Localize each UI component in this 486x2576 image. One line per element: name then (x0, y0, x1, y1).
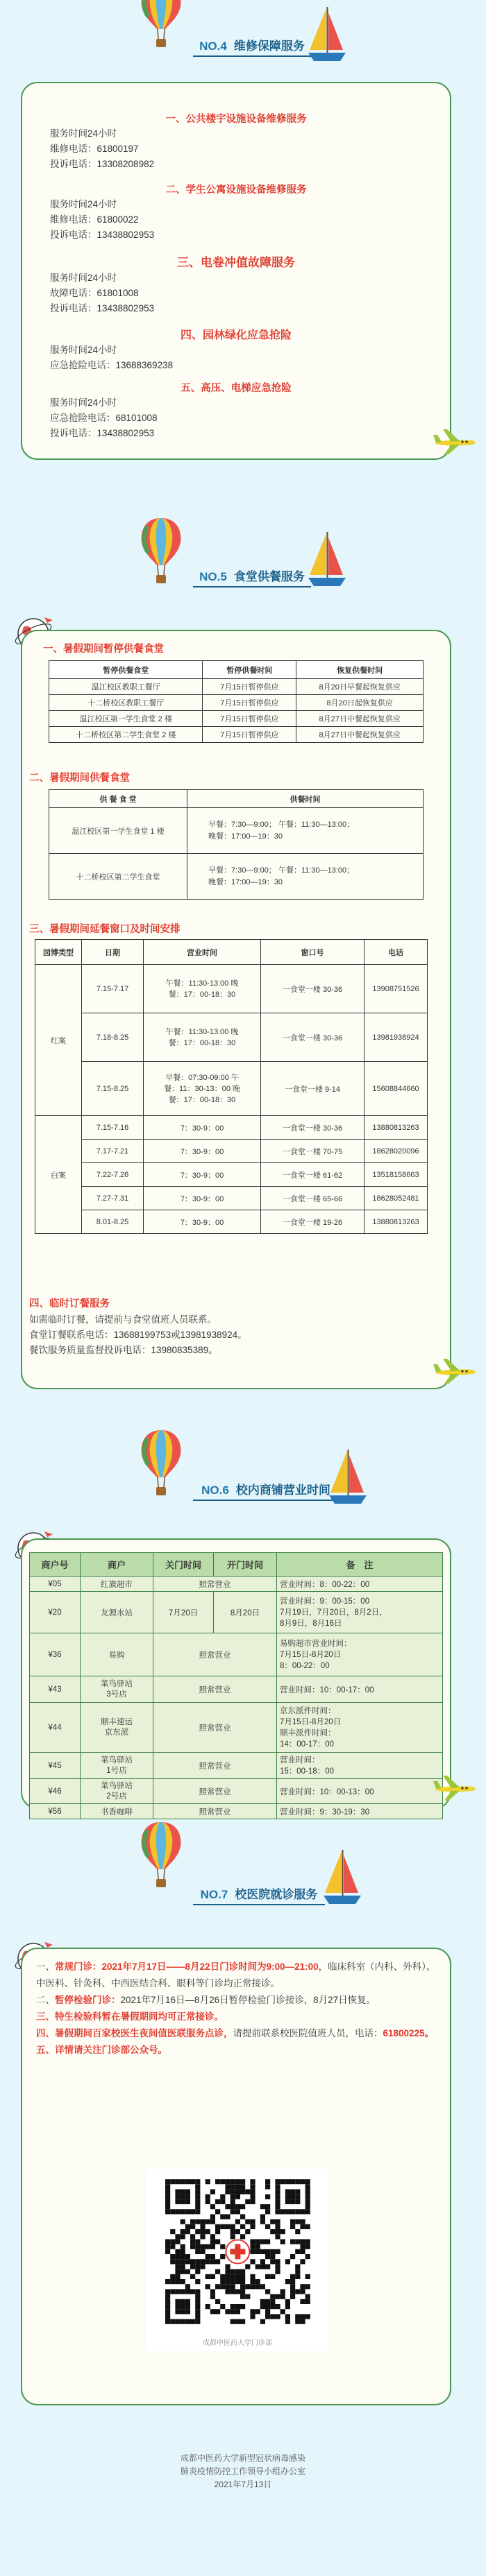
section-4-title: NO.4 维修保障服务 (186, 36, 318, 53)
table-row: 十二桥校区第二学生食堂 2 楼 7月15日暂停供应 8月27日中餐起恢复供应 (49, 727, 424, 743)
table-row: 7.27-7.31 7：30-9：00 一食堂一楼 65-66 18628052481 (35, 1187, 428, 1210)
table-header: 营业时间 (144, 940, 261, 965)
qr-code[interactable] (146, 2170, 329, 2351)
table-row: 红案 7.15-7.17 午餐：11:30-13:00 晚 餐：17：00-18：30 一食堂一楼 30-36 13908751526 (35, 965, 428, 1013)
maint-heading-1: 一、公共楼宇设施设备维修服务 (165, 114, 307, 125)
maint-block-4: 服务时间24小时 应急抢险电话：13688369238 (50, 345, 174, 370)
sailboat-icon (305, 531, 347, 593)
canteen-card (21, 630, 451, 1389)
table-row: 温江校区第一学生食堂 1 楼 早餐：7:30—9:00； 午餐：11:30—13:00； 晚餐：17:00—19：30 (49, 808, 424, 854)
maintenance-card (21, 82, 451, 460)
maint-block-1: 服务时间24小时 维修电话：61800197 投诉电话：13308208982 (50, 128, 155, 169)
section-7-header (0, 1821, 486, 1911)
table-row: ¥20 友源水站 7月20日 8月20日 营业时间：9：00-15：00 7月19日，7月20日，8月2日， 8月9日，8月16日 (30, 1592, 443, 1633)
section-7-title: NO.7 校医院就诊服务 (186, 1884, 332, 1902)
clinic-item-1: 一、常规门诊：2021年7月17日——8月22日门诊时间为9:00—21:00，临床科室（内科、外科）、中医科、针灸科、中西医结合科、眼科等门诊均正常接诊。 (36, 1961, 436, 1989)
shop-hours-table (29, 1552, 443, 1819)
table-row: 7.15-8.25 早餐：07:30-09:00 午 餐：11：30-13：00 晚 餐：17：00-18：30 一食堂一楼 9-14 15608844660 (35, 1062, 428, 1116)
maint-heading-4: 四、园林绿化应急抢险 (180, 329, 292, 341)
maint-heading-2: 二、学生公寓设施设备维修服务 (165, 184, 307, 196)
table-row: 7.17-7.21 7：30-9：00 一食堂一楼 70-75 18628020096 (35, 1140, 428, 1163)
footer: 成都中医药大学新型冠状病毒感染 肺炎疫情防控工作领导小组办公室 2021年7月13日 (180, 2453, 305, 2489)
table-row: 白案 7.15-7.16 7：30-9：00 一食堂一楼 30-36 13880813263 (35, 1116, 428, 1140)
extended-window-table (35, 939, 428, 1234)
table-header: 电话 (364, 940, 428, 965)
maint-block-3: 服务时间24小时 故障电话：61801008 投诉电话：13438802953 (50, 273, 155, 314)
table-row: ¥44 顺丰速运 京东派 照常营业 京东派件时间： 7月15日-8月20日 顺丰派件时间： 14：00-17：00 (30, 1703, 443, 1753)
clinic-item-5: 五、详情请关注门诊部公众号。 (36, 2045, 167, 2055)
section-6-header (0, 1429, 486, 1519)
maint-block-5: 服务时间24小时 应急抢险电话：68101008 投诉电话：13438802953 (50, 397, 158, 438)
maint-block-2: 服务时间24小时 维修电话：61800022 投诉电话：13438802953 (50, 199, 155, 240)
table-header: 备 注 (277, 1553, 443, 1577)
airplane-icon (432, 1773, 478, 1803)
maint-heading-5: 五、高压、电梯应急抢险 (181, 383, 292, 394)
sailboat-icon (305, 6, 347, 68)
table-header: 窗口号 (261, 940, 364, 965)
table-row: 十二桥校区教职工餐厅 7月15日暂停供应 8月20日起恢复供应 (49, 695, 424, 711)
open-canteen-table (49, 789, 424, 900)
clinic-item-2: 二、暂停检验门诊：2021年7月16日—8月26日暂停检验门诊接诊，8月27日恢复。 (36, 1995, 376, 2005)
canteen-part1-heading: 一、暑假期间暂停供餐食堂 (43, 644, 164, 655)
sailboat-icon (321, 1848, 362, 1911)
table-row: ¥56 书香咖啡 照常营业 营业时间：9：30-19：30 (30, 1804, 443, 1819)
table-row: ¥05 红旗超市 照常营业 营业时间：8：00-22：00 (30, 1577, 443, 1592)
canteen-part4-heading: 四、临时订餐服务 (29, 1298, 110, 1310)
table-row: 8.01-8.25 7：30-9：00 一食堂一楼 19-26 13880813263 (35, 1210, 428, 1234)
section-6-title: NO.6 校内商铺营业时间 (186, 1480, 346, 1497)
table-header: 关门时间 (153, 1553, 214, 1577)
table-header: 日期 (82, 940, 144, 965)
table-header: 开门时间 (214, 1553, 277, 1577)
shop-card (21, 1538, 451, 1817)
table-header: 供 餐 食 堂 (49, 790, 187, 808)
table-row: 温江校区教职工餐厅 7月15日暂停供应 8月20日早餐起恢复供应 (49, 679, 424, 695)
table-row: ¥46 菜鸟驿站 2号店 照常营业 营业时间：10：00-13：00 (30, 1779, 443, 1804)
canteen-part2-heading: 二、暑假期间供餐食堂 (29, 773, 130, 784)
table-header: 商户号 (30, 1553, 81, 1577)
table-row: 7.22-7.26 7：30-9：00 一食堂一楼 61-62 13518158663 (35, 1163, 428, 1187)
hot-air-balloon-icon (139, 1429, 183, 1498)
temporary-order-text: 如需临时订餐，请提前与食堂值班人员联系。 食堂订餐联系电话：13688199753或13981938924。 餐饮服务质量监督投诉电话：13980835389。 (29, 1314, 247, 1355)
table-header: 暂停供餐食堂 (49, 661, 203, 679)
maint-heading-3: 三、电卷冲值故障服务 (177, 256, 295, 269)
table-row: ¥43 菜鸟驿站 3号店 照常营业 营业时间：10：00-17：00 (30, 1676, 443, 1703)
hot-air-balloon-icon (139, 517, 183, 586)
clinic-card (21, 1948, 451, 2405)
hot-air-balloon-icon (139, 0, 183, 50)
table-row: ¥36 易购 照常营业 易购超市营业时间： 7月15日-8月20日 8：00-22：00 (30, 1633, 443, 1676)
section-5-title: NO.5 食堂供餐服务 (186, 567, 318, 584)
qr-caption: 成都中医药大学门诊部 (203, 2339, 272, 2347)
table-row: 7.18-8.25 午餐：11:30-13:00 晚 餐：17：00-18：30 一食堂一楼 30-36 13981938924 (35, 1013, 428, 1062)
airplane-icon (432, 1356, 478, 1386)
table-header: 供餐时间 (187, 790, 424, 808)
section-5-header (0, 517, 486, 607)
hot-air-balloon-icon (139, 1821, 183, 1890)
table-header: 暂停供餐时间 (203, 661, 296, 679)
canteen-part3-heading: 三、暑假期间延餐窗口及时间安排 (29, 924, 181, 935)
clinic-item-3: 三、特生检验科暂在暑假期间均可正常接诊。 (36, 2011, 224, 2022)
suspended-canteen-table (49, 660, 424, 743)
clinic-info (36, 1959, 439, 2059)
qr-code-icon (146, 2170, 329, 2351)
section-4-header (0, 0, 486, 90)
sailboat-icon (326, 1448, 368, 1511)
table-header: 恢复供餐时间 (296, 661, 424, 679)
table-row: ¥45 菜鸟驿站 1号店 照常营业 营业时间： 15：00-18：00 (30, 1753, 443, 1779)
table-row: 温江校区第一学生食堂 2 楼 7月15日暂停供应 8月27日中餐起恢复供应 (49, 711, 424, 727)
table-header: 商户 (81, 1553, 153, 1577)
table-row: 十二桥校区第二学生食堂 早餐：7:30—9:00； 午餐：11:30—13:00； 晚餐：17:00—19：30 (49, 854, 424, 900)
clinic-item-4: 四、暑假期间百家校医生夜间值医联服务点诊，请提前联系校医院值班人员，电话：61800225。 (36, 2028, 435, 2038)
airplane-icon (432, 427, 478, 457)
table-header: 园博类型 (35, 940, 82, 965)
